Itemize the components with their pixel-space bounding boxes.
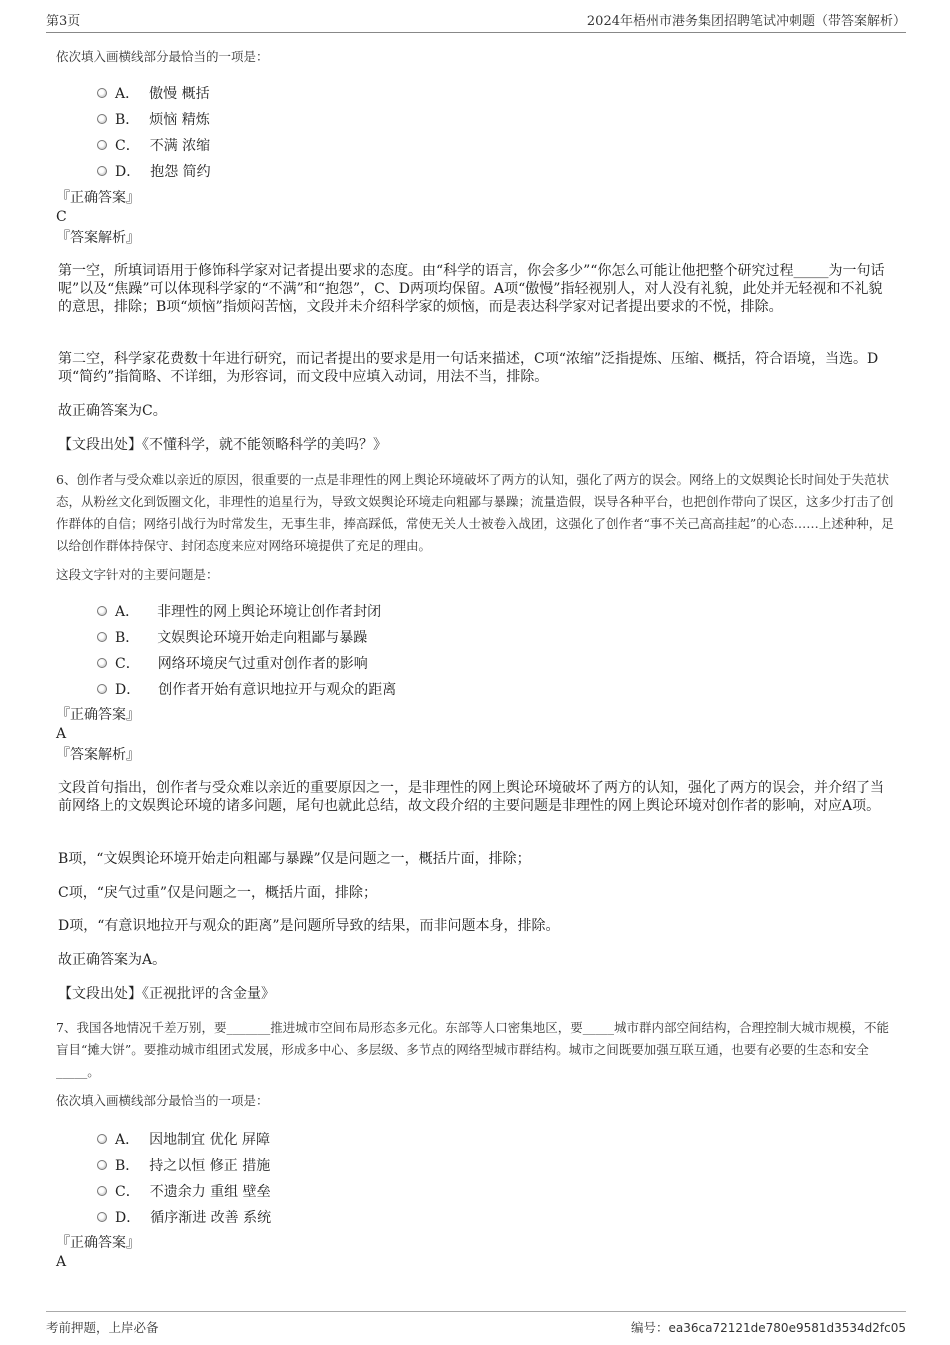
q6-answer-label: 『正确答案』 [56,707,140,723]
radio-icon[interactable] [97,1160,107,1170]
document-title: 2024年梧州市港务集团招聘笔试冲刺题（带答案解析） [586,14,906,29]
radio-icon[interactable] [97,658,107,668]
radio-icon[interactable] [97,1134,107,1144]
radio-icon[interactable] [97,684,107,694]
document-code: 编号：ea36ca72121de780e9581d3534d2fc05 [631,1320,906,1335]
q7-option-c[interactable]: C． 不遗余力 重组 壁垒 [97,1181,271,1201]
q5-analysis-label: 『答案解析』 [56,230,140,246]
q5-option-d[interactable]: D． 抱怨 简约 [97,161,211,181]
q5-analysis-conclusion: 故正确答案为C。 [58,403,167,419]
q5-analysis-paragraph: 第一空，所填词语用于修饰科学家对记者提出要求的态度。由“科学的语言，你会多少”“你怎么可能让他把整个研究过程_____为一句话呢”以及“焦躁”可以体现科学家的“不满”和“抱怨”，C、D两项均保留。A项“傲慢”指轻视别人，对人没有礼貌，此处并无轻视和不礼貌的意思，排除；B项“烦恼”指烦闷苦恼，文段并未介绍科学家的烦恼，而是表达科学家对记者提出要求的不悦，排除。 [58,263,885,315]
q5-source: 【文段出处】《不懂科学，就不能领略科学的美吗？》 [58,437,387,453]
q6-option-c[interactable]: C． 网络环境戾气过重对创作者的影响 [97,653,368,673]
q6-analysis-label: 『答案解析』 [56,747,140,763]
q7-answer: A [56,1254,67,1270]
q5-option-c[interactable]: C． 不满 浓缩 [97,135,210,155]
radio-icon[interactable] [97,166,107,176]
q6-option-a[interactable]: A． 非理性的网上舆论环境让创作者封闭 [97,601,381,621]
q6-answer: A [56,726,67,742]
radio-icon[interactable] [97,1186,107,1196]
page-header [46,10,906,33]
radio-icon[interactable] [97,114,107,124]
radio-icon[interactable] [97,606,107,616]
q6-question: 这段文字针对的主要问题是： [56,567,219,582]
q5-option-b[interactable]: B． 烦恼 精炼 [97,109,210,129]
q7-option-d[interactable]: D． 循序渐进 改善 系统 [97,1207,271,1227]
q6-option-b[interactable]: B． 文娱舆论环境开始走向粗鄙与暴躁 [97,627,367,647]
q5-stem: 依次填入画横线部分最恰当的一项是： [56,49,269,64]
q7-answer-label: 『正确答案』 [56,1235,140,1251]
footer-slogan: 考前押题，上岸必备 [46,1320,159,1335]
q6-analysis-paragraph: 文段首句指出，创作者与受众难以亲近的重要原因之一，是非理性的网上舆论环境破坏了两方的认知，强化了两方的误会，并介绍了当前网络上的文娱舆论环境的诸多问题，尾句也就此总结，故文段介绍的主要问题是非理性的网上舆论环境对创作者的影响，对应A项。 [58,780,884,814]
q7-option-a[interactable]: A． 因地制宜 优化 屏障 [97,1129,270,1149]
page-footer [46,1311,906,1336]
radio-icon[interactable] [97,632,107,642]
radio-icon[interactable] [97,140,107,150]
q5-answer-label: 『正确答案』 [56,190,140,206]
q5-option-a[interactable]: A． 傲慢 概括 [97,83,210,103]
q6-option-d[interactable]: D． 创作者开始有意识地拉开与观众的距离 [97,679,396,699]
q6-analysis-option-d: D项，“有意识地拉开与观众的距离”是问题所导致的结果，而非问题本身，排除。 [58,918,560,934]
q5-analysis-paragraph: 第二空，科学家花费数十年进行研究，而记者提出的要求是用一句话来描述，C项“浓缩”泛指提炼、压缩、概括，符合语境，当选。D项“简约”指简略、不详细，为形容词，而文段中应填入动词，用法不当，排除。 [58,351,879,385]
q6-analysis-option-b: B项，“文娱舆论环境开始走向粗鄙与暴躁”仅是问题之一，概括片面，排除； [58,851,531,867]
q7-stem: 7、我国各地情况千差万别，要_______推进城市空间布局形态多元化。东部等人口密集地区，要_____城市群内部空间结构，合理控制大城市规模，不能盲目“摊大饼”。要推动城市组团式发展，形成多中心、多层级、多节点的网络型城市群结构。城市之间既要加强互联互通，也要有必要的生态和安全_____。 [56,1020,889,1079]
q6-source: 【文段出处】《正视批评的含金量》 [58,986,275,1002]
page-number: 第3页 [46,14,81,29]
q5-answer: C [56,209,67,225]
q6-stem: 6、创作者与受众难以亲近的原因，很重要的一点是非理性的网上舆论环境破坏了两方的认知，强化了两方的误会。网络上的文娱舆论长时间处于失范状态，从粉丝文化到饭圈文化，非理性的追星行为，导致文娱舆论环境走向粗鄙与暴躁；流量造假，误导各种平台，也把创作带向了误区，这多少打击了创作群体的自信；网络引战行为时常发生，无事生非，捧高踩低，常使无关人士被卷入战团，这强化了创作者“事不关己高高挂起”的心态……上述种种，足以给创作群体持保守、封闭态度来应对网络环境提供了充足的理由。 [56,472,894,553]
radio-icon[interactable] [97,1212,107,1222]
radio-icon[interactable] [97,88,107,98]
q7-question: 依次填入画横线部分最恰当的一项是： [56,1093,269,1108]
q6-analysis-conclusion: 故正确答案为A。 [58,952,167,968]
q6-analysis-option-c: C项，“戾气过重”仅是问题之一，概括片面，排除； [58,885,378,901]
q7-option-b[interactable]: B． 持之以恒 修正 措施 [97,1155,270,1175]
